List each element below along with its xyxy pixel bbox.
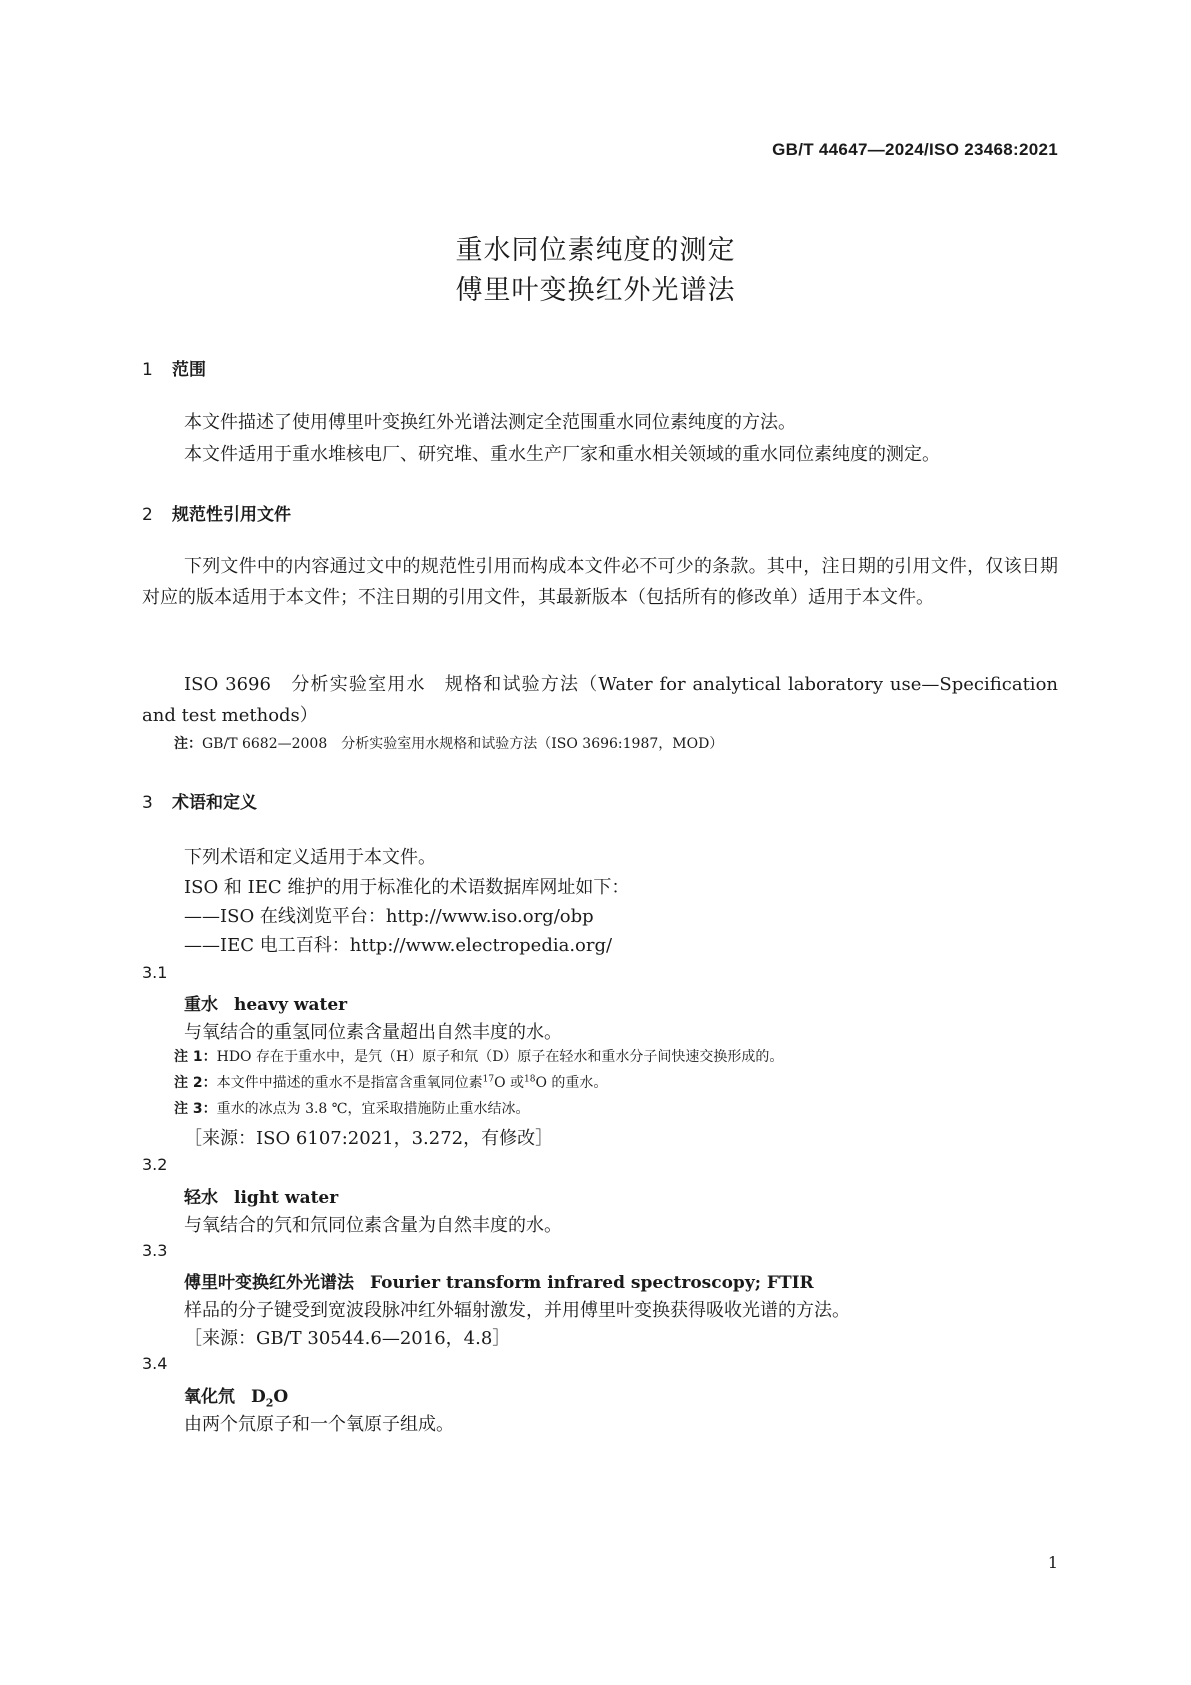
document-title-line1: 重水同位素纯度的测定 <box>455 235 736 266</box>
term-en: light water <box>234 1188 339 1208</box>
note-text: O 的重水。 <box>535 1075 608 1091</box>
term-formula <box>251 1387 289 1410</box>
section-number: 1 <box>142 360 153 380</box>
section-number: 2 <box>142 505 153 525</box>
note-label: 注 1： <box>174 1049 217 1065</box>
term-definition: 由两个氘原子和一个氧原子组成。 <box>184 1414 454 1435</box>
note-text: 重水的冰点为 3.8 ℃，宜采取措施防止重水结冰。 <box>216 1101 530 1117</box>
term-zh: 氧化氘 <box>184 1387 235 1407</box>
superscript-18: 18 <box>524 1074 536 1085</box>
section-title: 术语和定义 <box>172 793 257 813</box>
term-note-1 <box>174 1046 783 1066</box>
term-note-2 <box>174 1072 607 1092</box>
term-note-3 <box>174 1098 529 1118</box>
iec-electropedia-link[interactable]: ——IEC 电工百科：http://www.electropedia.org/ <box>184 935 613 956</box>
normative-paragraph: 下列文件中的内容通过文中的规范性引用而构成本文件必不可少的条款。其中，注日期的引用文件，仅该日期对应的版本适用于本文件；不注日期的引用文件，其最新版本（包括所有的修改单）适用于本文件。 <box>142 556 1058 608</box>
section-2-heading <box>142 500 291 525</box>
section-title: 规范性引用文件 <box>172 505 291 525</box>
term-ftir <box>184 1268 814 1293</box>
formula-subscript: 2 <box>265 1396 274 1410</box>
section-3-heading <box>142 788 257 813</box>
term-source: ［来源：ISO 6107:2021，3.272，有修改］ <box>184 1128 554 1149</box>
page-number: 1 <box>1047 1553 1058 1572</box>
term-heavy-water <box>184 990 347 1015</box>
note-text: 本文件中描述的重水不是指富含重氧同位素 <box>216 1075 483 1091</box>
term-en: Fourier transform infrared spectroscopy; FTIR <box>370 1273 814 1293</box>
section-number: 3 <box>142 793 153 813</box>
formula-o: O <box>273 1387 289 1407</box>
term-definition: 样品的分子键受到宽波段脉冲红外辐射激发，并用傅里叶变换获得吸收光谱的方法。 <box>184 1300 850 1321</box>
superscript-17: 17 <box>482 1074 495 1085</box>
term-definition: 与氧结合的氕和氘同位素含量为自然丰度的水。 <box>184 1215 562 1236</box>
document-title-line2: 傅里叶变换红外光谱法 <box>455 275 736 306</box>
term-source: ［来源：GB/T 30544.6—2016，4.8］ <box>184 1328 511 1349</box>
term-zh: 重水 <box>184 995 218 1015</box>
note-text: GB/T 6682—2008 分析实验室用水规格和试验方法（ISO 3696:1987，MOD） <box>202 736 724 752</box>
terms-intro-2: ISO 和 IEC 维护的用于标准化的术语数据库网址如下： <box>184 877 630 898</box>
scope-paragraph-2: 本文件适用于重水堆核电厂、研究堆、重水生产厂家和重水相关领域的重水同位素纯度的测定。 <box>184 444 940 465</box>
term-number: 3.3 <box>142 1241 168 1260</box>
term-definition: 与氧结合的重氢同位素含量超出自然丰度的水。 <box>184 1022 562 1043</box>
term-zh: 傅里叶变换红外光谱法 <box>184 1273 354 1293</box>
term-deuterium-oxide <box>184 1382 288 1409</box>
note-text: HDO 存在于重水中，是氕（H）原子和氘（D）原子在轻水和重水分子间快速交换形成的。 <box>216 1049 784 1065</box>
standard-number: GB/T 44647—2024/ISO 23468:2021 <box>772 140 1058 159</box>
reference-note <box>174 733 723 753</box>
section-1-heading <box>142 355 206 380</box>
note-label: 注 3： <box>174 1101 217 1117</box>
iso-obp-link[interactable]: ——ISO 在线浏览平台：http://www.iso.org/obp <box>184 906 594 927</box>
term-number: 3.1 <box>142 963 168 982</box>
note-label: 注 2： <box>174 1075 217 1091</box>
term-light-water <box>184 1183 338 1208</box>
formula-d: D <box>251 1387 266 1407</box>
term-en: heavy water <box>234 995 348 1015</box>
reference-iso-3696: ISO 3696 分析实验室用水 规格和试验方法（Water for analytical laboratory use—Specification and test methods） <box>142 674 1058 726</box>
terms-intro-1: 下列术语和定义适用于本文件。 <box>184 847 436 868</box>
section-title: 范围 <box>172 360 206 380</box>
term-zh: 轻水 <box>184 1188 218 1208</box>
scope-paragraph-1: 本文件描述了使用傅里叶变换红外光谱法测定全范围重水同位素纯度的方法。 <box>184 412 796 433</box>
note-text: O 或 <box>494 1075 525 1091</box>
term-number: 3.2 <box>142 1155 168 1174</box>
note-label: 注： <box>174 736 202 752</box>
term-number: 3.4 <box>142 1354 168 1373</box>
